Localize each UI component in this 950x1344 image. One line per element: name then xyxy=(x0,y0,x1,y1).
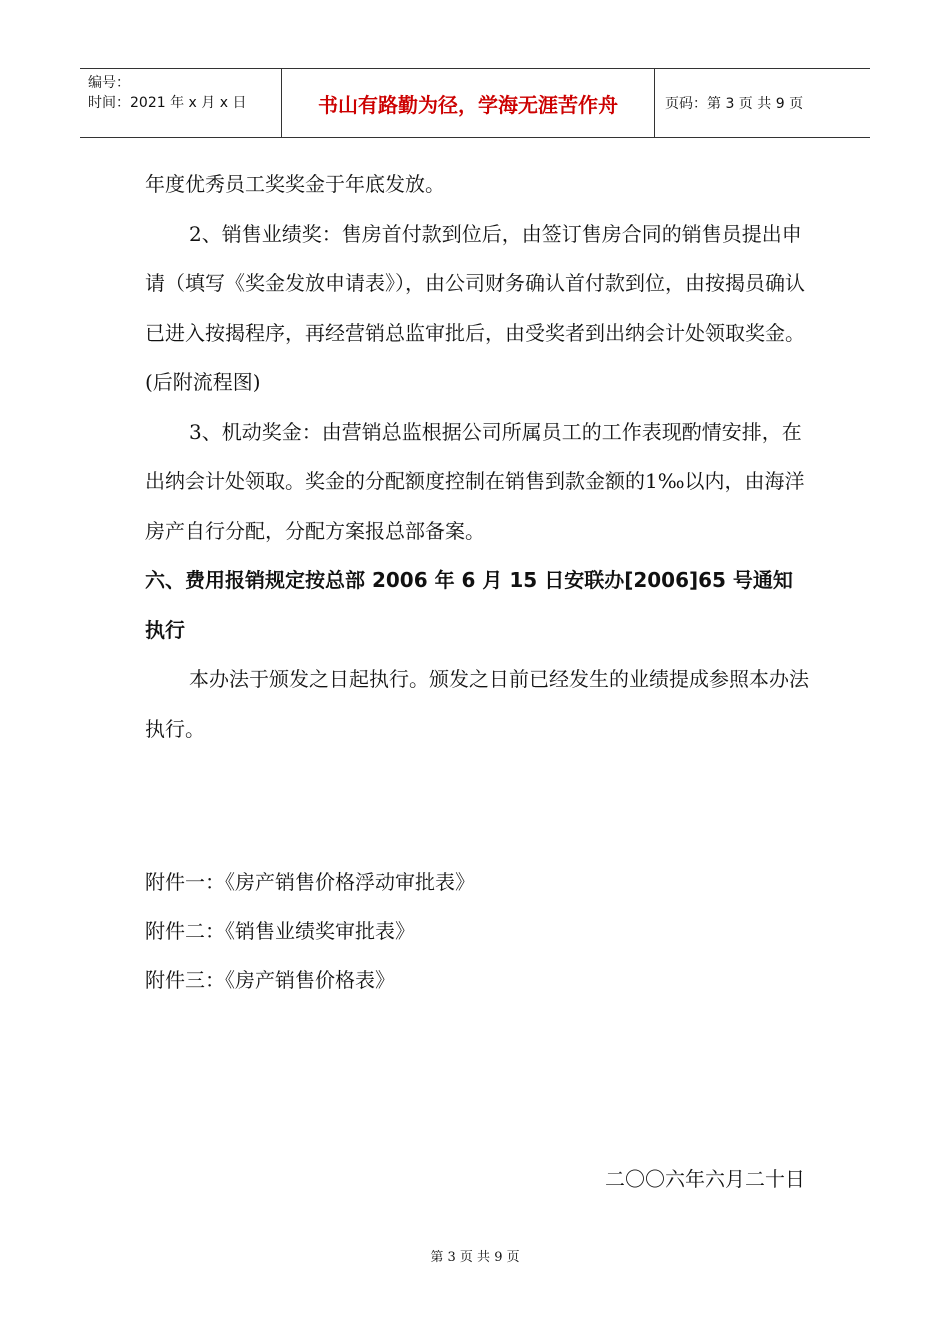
paragraph-continuation: 年度优秀员工奖奖金于年底发放。 xyxy=(145,172,445,196)
document-date: 二〇〇六年六月二十日 xyxy=(605,1167,805,1191)
attachment-item: 附件三：《房产销售价格表》 xyxy=(145,968,395,992)
header-meta xyxy=(80,69,282,137)
paragraph-effective: 本办法于颁发之日起执行。颁发之日前已经发生的业绩提成参照本办法执行。 xyxy=(145,667,809,741)
section-heading-expenses: 六、费用报销规定按总部 2006 年 6 月 15 日安联办[2006]65 号通知执行 xyxy=(145,568,793,642)
paragraph-sales-bonus: 2、销售业绩奖：售房首付款到位后，由签订售房合同的销售员提出申请（填写《奖金发放申请表》），由公司财务确认首付款到位，由按揭员确认已进入按揭程序，再经营销总监审批后，由受奖者到出纳会计处领取奖金。(后附流程图) xyxy=(145,221,805,394)
attachment-item: 附件二：《销售业绩奖审批表》 xyxy=(145,919,415,943)
attachments-list xyxy=(145,858,475,1005)
header-motto: 书山有路勤为径，学海无涯苦作舟 xyxy=(282,69,655,137)
page-footer: 第 3 页 共 9 页 xyxy=(430,1250,520,1265)
attachment-item: 附件一：《房产销售价格浮动审批表》 xyxy=(145,870,475,894)
time-label: 时间：2021 年 x 月 x 日 xyxy=(88,95,247,111)
document-body xyxy=(145,160,810,754)
header-page-info: 页码：第 3 页 共 9 页 xyxy=(665,96,804,112)
paragraph-flexible-bonus: 3、机动奖金：由营销总监根据公司所属员工的工作表现酌情安排，在出纳会计处领取。奖金的分配额度控制在销售到款金额的1‰以内，由海洋房产自行分配，分配方案报总部备案。 xyxy=(145,419,805,543)
number-label: 编号： xyxy=(88,75,130,91)
page-header xyxy=(80,68,870,138)
